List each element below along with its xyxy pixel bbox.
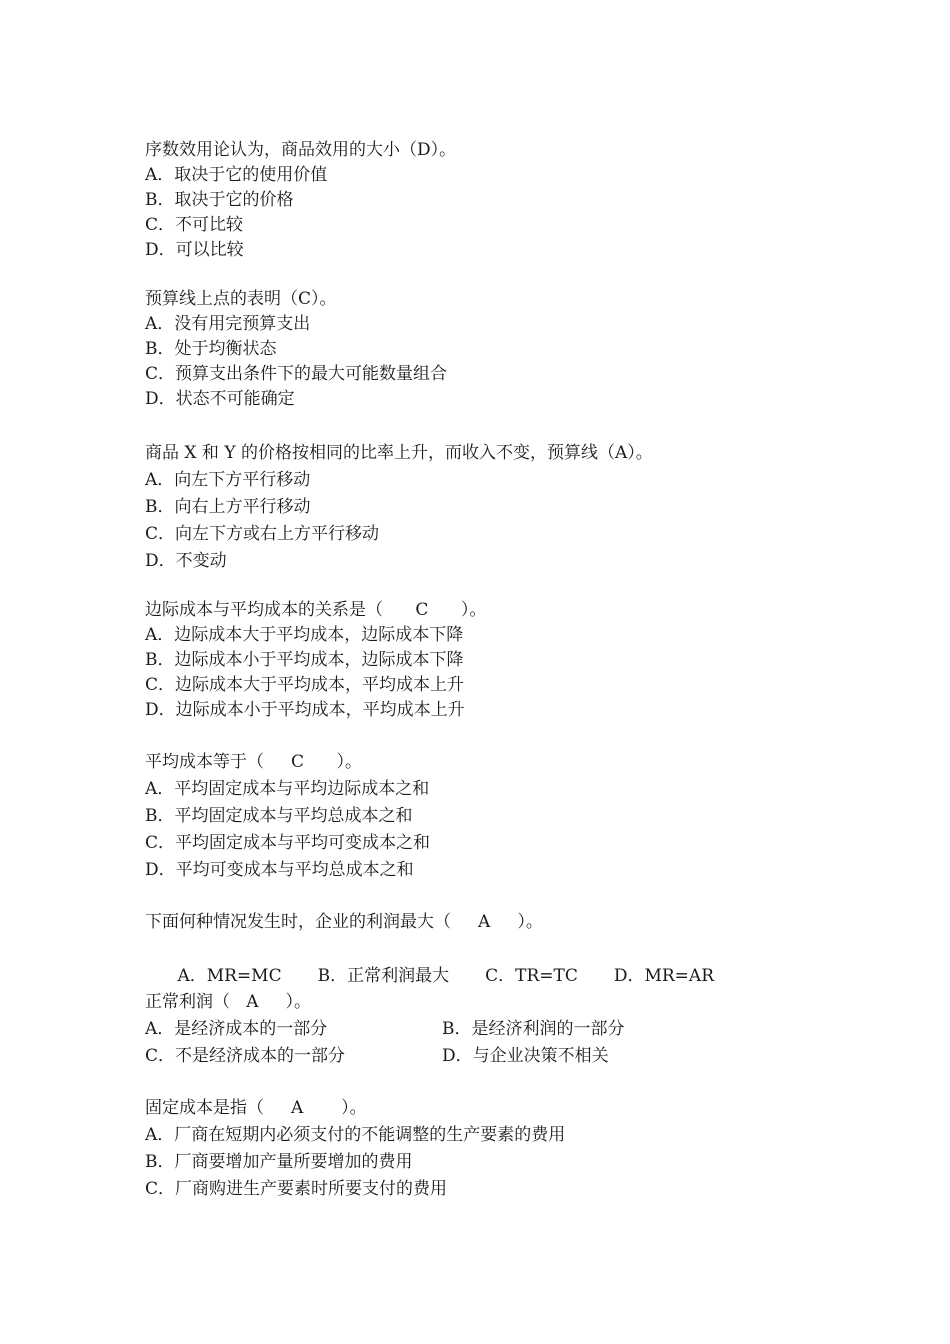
question-2 bbox=[145, 287, 905, 412]
option-c: C．TR=TC bbox=[485, 966, 578, 986]
option-a: A．没有用完预算支出 bbox=[145, 314, 311, 334]
option-d: D．MR=AR bbox=[613, 966, 715, 986]
question-8 bbox=[145, 1095, 905, 1203]
question-3 bbox=[145, 440, 905, 575]
option-c: C．向左下方或右上方平行移动 bbox=[145, 524, 380, 544]
question-stem: 商品 X 和 Y 的价格按相同的比率上升，而收入不变，预算线（A）。 bbox=[145, 443, 653, 463]
question-stem: 序数效用论认为，商品效用的大小（D）。 bbox=[145, 140, 457, 160]
option-b: B．平均固定成本与平均总成本之和 bbox=[145, 806, 413, 826]
option-c: C．平均固定成本与平均可变成本之和 bbox=[145, 833, 431, 853]
option-d: D．可以比较 bbox=[145, 240, 244, 260]
question-stem: 边际成本与平均成本的关系是（ C ）。 bbox=[145, 600, 487, 620]
option-d: D．边际成本小于平均成本，平均成本上升 bbox=[145, 700, 465, 720]
options-row bbox=[145, 936, 905, 986]
option-a: A．厂商在短期内必须支付的不能调整的生产要素的费用 bbox=[145, 1125, 566, 1145]
option-b: B．向右上方平行移动 bbox=[145, 497, 311, 517]
option-a: A．向左下方平行移动 bbox=[145, 470, 311, 490]
option-c: C．预算支出条件下的最大可能数量组合 bbox=[145, 364, 448, 384]
option-b: B．边际成本小于平均成本，边际成本下降 bbox=[145, 650, 464, 670]
question-4 bbox=[145, 598, 905, 723]
option-d: D．不变动 bbox=[145, 551, 227, 571]
question-5 bbox=[145, 749, 905, 884]
option-b: B．厂商要增加产量所要增加的费用 bbox=[145, 1152, 413, 1172]
options-row bbox=[145, 1043, 905, 1070]
option-a: A．MR=MC bbox=[177, 966, 282, 986]
option-b: B．正常利润最大 bbox=[317, 966, 450, 986]
option-c: C．边际成本大于平均成本，平均成本上升 bbox=[145, 675, 465, 695]
option-d: D．平均可变成本与平均总成本之和 bbox=[145, 860, 414, 880]
option-b: B．是经济利润的一部分 bbox=[442, 1019, 625, 1039]
option-a: A．边际成本大于平均成本，边际成本下降 bbox=[145, 625, 464, 645]
question-stem: 正常利润（ A ）。 bbox=[145, 992, 312, 1012]
option-b: B．取决于它的价格 bbox=[145, 190, 294, 210]
option-b: B．处于均衡状态 bbox=[145, 339, 277, 359]
question-stem: 平均成本等于（ C ）。 bbox=[145, 752, 362, 772]
question-stem: 固定成本是指（ A ）。 bbox=[145, 1098, 367, 1118]
option-a: A．取决于它的使用价值 bbox=[145, 165, 328, 185]
question-stem: 预算线上点的表明（C）。 bbox=[145, 289, 337, 309]
options-row bbox=[145, 1016, 905, 1043]
question-1 bbox=[145, 138, 905, 263]
option-a: A．平均固定成本与平均边际成本之和 bbox=[145, 779, 430, 799]
document-page bbox=[145, 138, 905, 1203]
option-c: C．不可比较 bbox=[145, 215, 244, 235]
option-c: C．厂商购进生产要素时所要支付的费用 bbox=[145, 1179, 448, 1199]
question-7 bbox=[145, 989, 905, 1070]
option-d: D．状态不可能确定 bbox=[145, 389, 295, 409]
question-stem: 下面何种情况发生时，企业的利润最大（ A ）。 bbox=[145, 912, 543, 932]
option-d: D．与企业决策不相关 bbox=[442, 1046, 609, 1066]
question-6 bbox=[145, 909, 905, 986]
option-c: C．不是经济成本的一部分 bbox=[145, 1046, 346, 1066]
option-a: A．是经济成本的一部分 bbox=[145, 1019, 328, 1039]
